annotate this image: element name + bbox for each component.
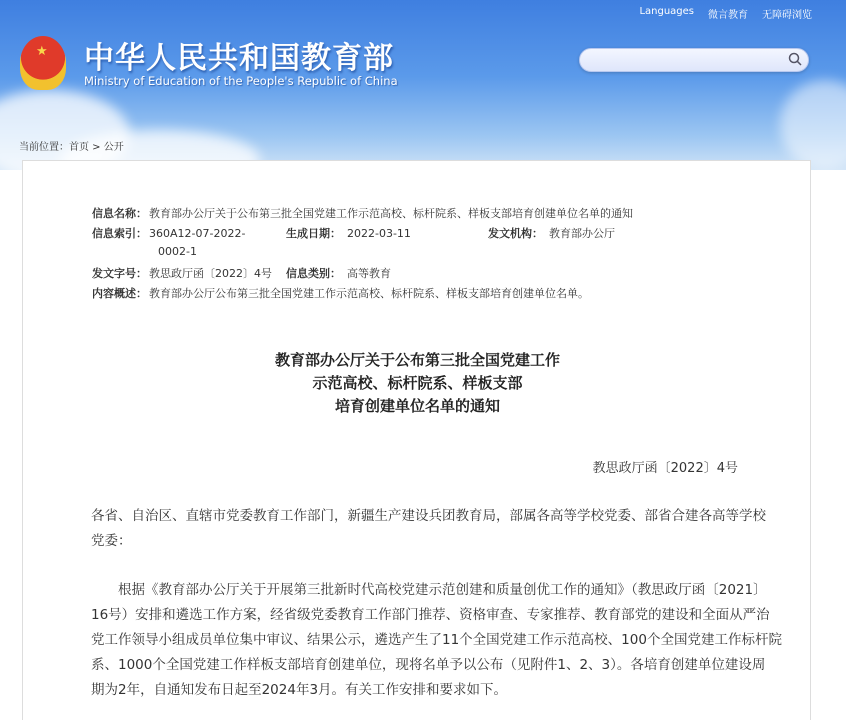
- meta-label: 信息索引：: [92, 227, 147, 240]
- salutation-paragraph: [91, 504, 766, 554]
- meta-category: [286, 265, 391, 281]
- meta-label: 信息类别：: [286, 267, 341, 280]
- text-line: 系、1000个全国党建工作样板支部培育创建单位，现将名单予以公布（见附件1、2、3）。各培育创建单位建设周: [91, 657, 766, 673]
- site-title[interactable]: 中华人民共和国教育部: [84, 41, 394, 76]
- text-line: 期为2年，自通知发布日起至2024年3月。有关工作安排和要求如下。: [91, 682, 508, 698]
- text-line: 党委：: [91, 533, 132, 549]
- breadcrumb-current[interactable]: 公开: [103, 142, 124, 153]
- text-line: 党工作领导小组成员单位集中审议、结果公示，遴选产生了11个全国党建工作示范高校、100个全国党建工作标杆院: [91, 632, 782, 648]
- meta-label: 发文机构：: [488, 227, 543, 240]
- top-links: [639, 6, 812, 21]
- search-input[interactable]: [590, 49, 790, 71]
- search-box: [579, 48, 809, 72]
- meta-value: 教育部办公厅: [549, 227, 615, 240]
- meta-value: 教育部办公厅关于公布第三批全国党建工作示范高校、标杆院系、样板支部培育创建单位名单的通知: [149, 207, 633, 220]
- breadcrumb: [19, 138, 124, 153]
- meta-info-name: [92, 205, 633, 221]
- site-header: [0, 0, 846, 170]
- search-icon[interactable]: [788, 52, 802, 66]
- text-line: 根据《教育部办公厅关于开展第三批新时代高校党建示范创建和质量创优工作的通知》（教思政厅函〔2021〕: [91, 582, 767, 598]
- text-line: 各省、自治区、直辖市党委教育工作部门，新疆生产建设兵团教育局，部属各高等学校党委、部省合建各高等学校: [91, 508, 766, 524]
- content-card: [22, 160, 811, 720]
- title-line: 教育部办公厅关于公布第三批全国党建工作: [274, 351, 560, 369]
- meta-value: 2022-03-11: [347, 227, 411, 240]
- languages-link[interactable]: Languages: [639, 6, 694, 17]
- meta-label: 生成日期：: [286, 227, 341, 240]
- breadcrumb-prefix: 当前位置：: [19, 142, 69, 153]
- weiyan-link[interactable]: 微言教育: [708, 10, 748, 21]
- meta-org: [488, 225, 615, 241]
- meta-value: 360A12-07-2022-: [149, 227, 246, 240]
- text-line: 16号）安排和遴选工作方案，经省级党委教育工作部门推荐、资格审查、专家推荐、教育部党的建设和全面从严治: [91, 607, 770, 623]
- meta-date: [286, 225, 411, 241]
- document-number: 教思政厅函〔2022〕4号: [592, 461, 738, 476]
- dandelion-decoration: [780, 80, 846, 170]
- meta-index: [92, 225, 245, 241]
- meta-label: 内容概述：: [92, 287, 147, 300]
- meta-value: 高等教育: [347, 267, 391, 280]
- document-title: [23, 349, 812, 418]
- meta-summary: [92, 285, 589, 301]
- site-subtitle: Ministry of Education of the People's Republic of China: [84, 74, 398, 88]
- title-line: 培育创建单位名单的通知: [334, 397, 500, 415]
- breadcrumb-home[interactable]: 首页: [69, 142, 89, 153]
- meta-value: 教育部办公厅公布第三批全国党建工作示范高校、标杆院系、样板支部培育创建单位名单。: [149, 287, 589, 300]
- accessibility-link[interactable]: 无障碍浏览: [762, 10, 812, 21]
- meta-value: 教思政厅函〔2022〕4号: [149, 267, 272, 280]
- national-emblem-logo[interactable]: ★: [20, 36, 66, 90]
- meta-label: 信息名称：: [92, 207, 147, 220]
- meta-label: 发文字号：: [92, 267, 147, 280]
- meta-index-cont: 0002-1: [158, 245, 197, 258]
- breadcrumb-separator: >: [89, 142, 104, 153]
- title-line: 示范高校、标杆院系、样板支部: [312, 374, 523, 392]
- meta-docno: [92, 265, 272, 281]
- body-paragraph: [91, 578, 782, 703]
